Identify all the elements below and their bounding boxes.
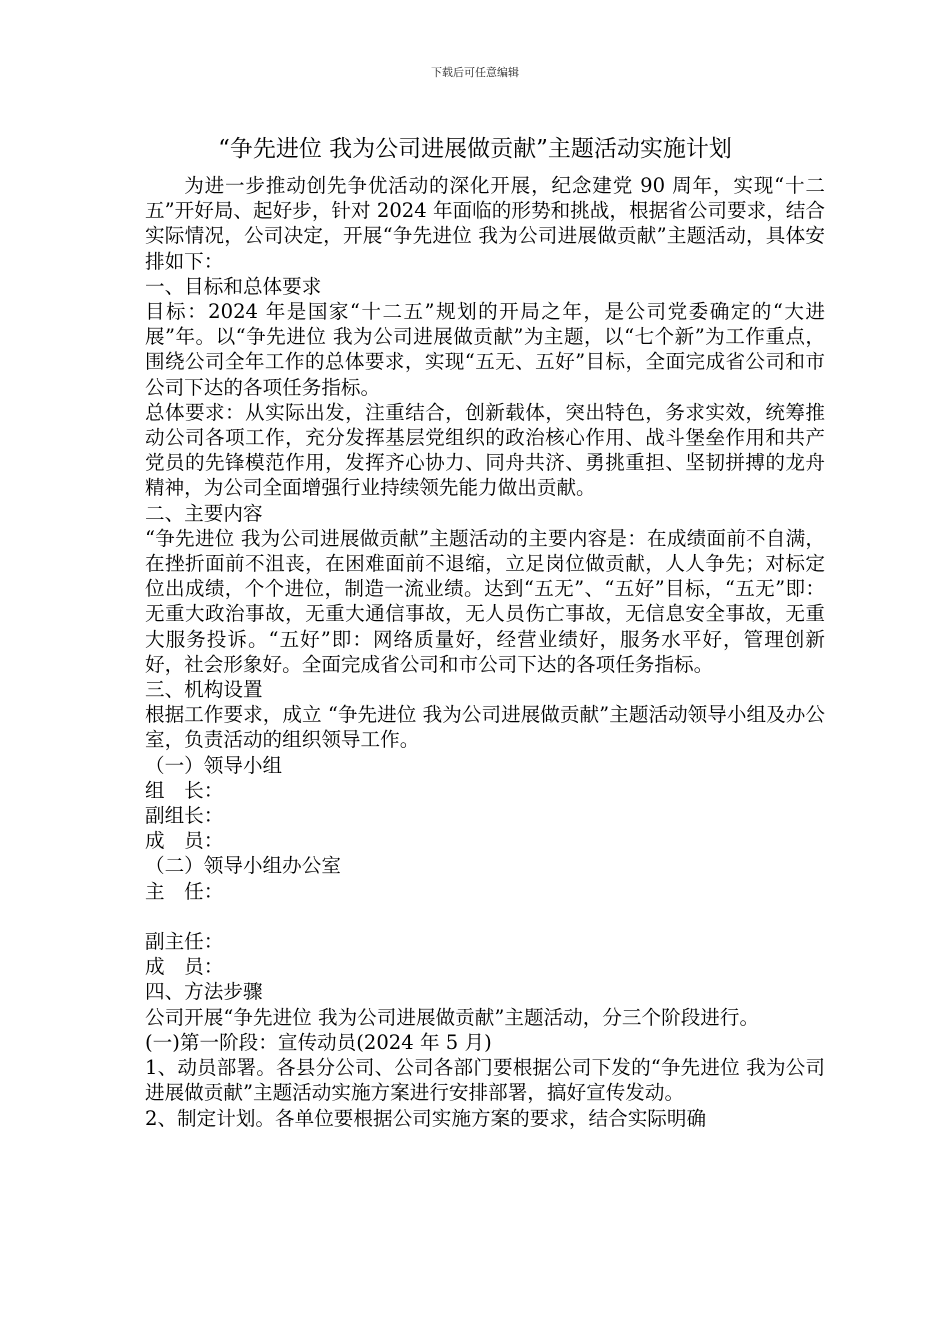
blank-line bbox=[145, 904, 825, 929]
step-mobilization: 1、动员部署。各县分公司、公司各部门要根据公司下发的“争先进位 我为公司进展做贡献”主题活动实施方案进行安排部署，搞好宣传发动。 bbox=[145, 1056, 825, 1105]
document-body bbox=[145, 173, 825, 1131]
deputy-leader-line: 副组长： bbox=[145, 804, 224, 828]
subsection-leading-group: （一）领导小组 bbox=[145, 753, 283, 777]
requirements-paragraph: 总体要求：从实际出发，注重结合，创新载体，突出特色，务求实效，统筹推动公司各项工作，充分发挥基层党组织的政治核心作用、战斗堡垒作用和共产党员的先锋模范作用，发挥齐心协力、同舟共济、勇挑重担、坚韧拼搏的龙舟精神，为公司全面增强行业持续领先能力做出贡献。 bbox=[145, 400, 825, 500]
section-heading-goals: 一、目标和总体要求 bbox=[145, 274, 322, 298]
organization-paragraph: 根据工作要求，成立 “争先进位 我为公司进展做贡献”主题活动领导小组及办公室，负责活动的组织领导工作。 bbox=[145, 703, 825, 752]
document-title: “争先进位 我为公司进展做贡献”主题活动实施计划 bbox=[218, 136, 732, 162]
goals-paragraph: 目标：2024 年是国家“十二五”规划的开局之年，是公司党委确定的“大进展”年。以“争先进位 我为公司进展做贡献”为主题，以“七个新”为工作重点，围绕公司全年工作的总体要求，实现“五无、五好”目标，全面完成省公司和市公司下达的各项任务指标。 bbox=[145, 300, 825, 399]
director-line: 主 任： bbox=[145, 879, 224, 903]
steps-paragraph: 公司开展“争先进位 我为公司进展做贡献”主题活动，分三个阶段进行。 bbox=[145, 1005, 760, 1029]
intro-paragraph: 为进一步推动创先争优活动的深化开展，纪念建党 90 周年，实现“十二五”开好局、起好步，针对 2024 年面临的形势和挑战，根据省公司要求，结合实际情况，公司决定，开展“争先进位 我为公司进展做贡献”主题活动，具体安排如下： bbox=[145, 174, 825, 273]
office-members-line: 成 员： bbox=[145, 955, 224, 979]
section-heading-steps: 四、方法步骤 bbox=[145, 980, 263, 1004]
section-heading-content: 二、主要内容 bbox=[145, 501, 263, 525]
subsection-office: （二）领导小组办公室 bbox=[145, 854, 341, 878]
leader-line: 组 长： bbox=[145, 778, 224, 802]
header-note: 下载后可任意编辑 bbox=[431, 66, 519, 79]
members-line: 成 员： bbox=[145, 829, 224, 853]
content-paragraph: “争先进位 我为公司进展做贡献”主题活动的主要内容是：在成绩面前不自满，在挫折面前不沮丧，在困难面前不退缩，立足岗位做贡献，人人争先；对标定位出成绩，个个进位，制造一流业绩。达到“五无”、“五好”目标，“五无”即：无重大政治事故，无重大通信事故，无人员伤亡事故，无信息安全事故，无重大服务投诉。“五好”即：网络质量好，经营业绩好，服务水平好，管理创新好，社会形象好。全面完成省公司和市公司下达的各项任务指标。 bbox=[145, 526, 825, 676]
step-planning: 2、制定计划。各单位要根据公司实施方案的要求，结合实际明确 bbox=[145, 1106, 707, 1130]
deputy-director-line: 副主任： bbox=[145, 930, 224, 954]
section-heading-organization: 三、机构设置 bbox=[145, 678, 263, 702]
phase-one-heading: (一)第一阶段：宣传动员(2024 年 5 月) bbox=[145, 1030, 492, 1054]
